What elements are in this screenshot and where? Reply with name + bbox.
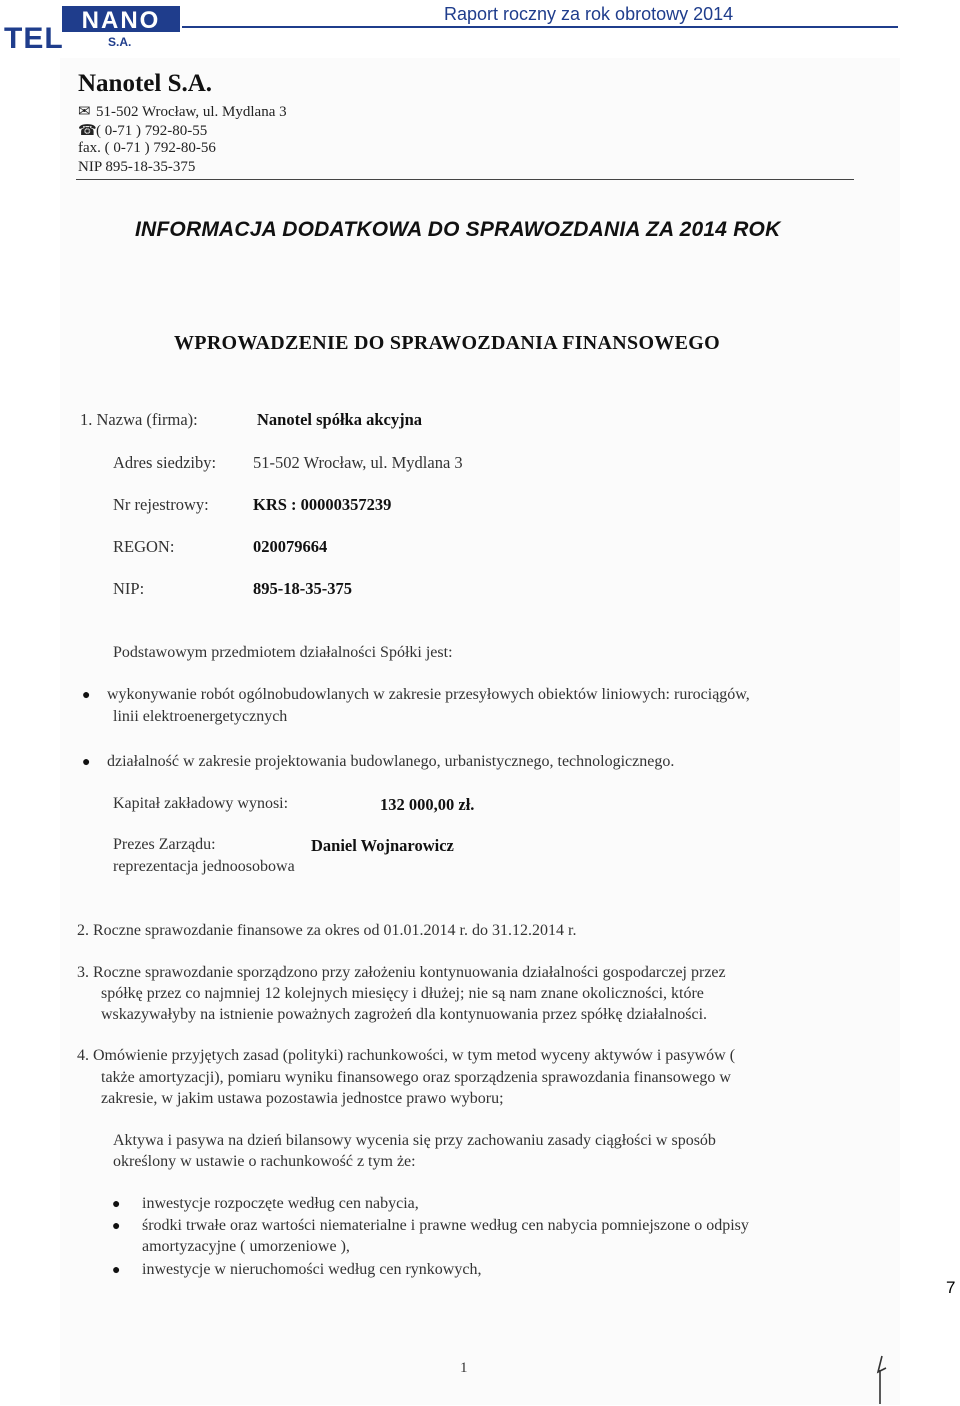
letterhead-company: Nanotel S.A.	[78, 70, 213, 97]
page-number: 7	[946, 1278, 956, 1297]
activity-1-line2: linii elektroenergetycznych	[113, 708, 288, 725]
field-label: Nr rejestrowy:	[113, 495, 209, 514]
capital-value: 132 000,00 zł.	[380, 795, 475, 814]
letterhead-rule	[76, 179, 854, 180]
assets-intro-line: Aktywa i pasywa na dzień bilansowy wycenia się przy zachowaniu zasady ciągłości w sposób	[113, 1132, 716, 1149]
letterhead-nip: NIP 895-18-35-375	[78, 159, 196, 175]
document-subtitle: WPROWADZENIE DO SPRAWOZDANIA FINANSOWEGO	[174, 332, 720, 354]
item-4-line: także amortyzacji), pomiaru wyniku finansowego oraz sporządzenia sprawozdania finansowego w	[101, 1069, 731, 1086]
nanotel-logo	[2, 2, 182, 52]
scanned-page	[60, 58, 900, 1405]
field-value: 895-18-35-375	[253, 579, 352, 598]
assets-intro-line: określony w ustawie o rachunkowość z tym że:	[113, 1153, 416, 1170]
field-label: Adres siedziby:	[113, 453, 217, 472]
bullet-icon: ●	[112, 1219, 121, 1234]
field-label: NIP:	[113, 579, 145, 598]
scan-page-number: 1	[460, 1360, 468, 1376]
phone-icon: ☎	[78, 123, 97, 139]
signature-mark	[868, 1354, 892, 1406]
capital-label: Kapitał zakładowy wynosi:	[113, 795, 289, 812]
bullet-icon: ●	[82, 688, 91, 703]
item-3-line: 3. Roczne sprawozdanie sporządzono przy założeniu kontynuowania działalności gospodarczej przez	[77, 964, 726, 981]
ceo-value: Daniel Wojnarowicz	[311, 836, 454, 855]
field-value: 51-502 Wrocław, ul. Mydlana 3	[253, 453, 463, 472]
valuation-2-line1: środki trwałe oraz wartości niematerialne i prawne według cen nabycia pomniejszone o odpisy	[142, 1217, 749, 1234]
valuation-1: inwestycje rozpoczęte według cen nabycia,	[142, 1195, 419, 1212]
document-title: INFORMACJA DODATKOWA DO SPRAWOZDANIA ZA 2014 ROK	[135, 218, 781, 241]
bullet-icon: ●	[112, 1197, 121, 1212]
item-2: 2. Roczne sprawozdanie finansowe za okres od 01.01.2014 r. do 31.12.2014 r.	[77, 922, 577, 939]
activity-2: działalność w zakresie projektowania budowlanego, urbanistycznego, technologicznego.	[107, 753, 675, 770]
company-name-value: Nanotel spółka akcyjna	[257, 410, 423, 429]
field-value: 020079664	[253, 537, 328, 556]
letterhead-address-line	[78, 102, 287, 121]
item-3-line: spółkę przez co najmniej 12 kolejnych miesięcy i dłużej; nie są nam znane okoliczności, które	[101, 985, 704, 1002]
valuation-3: inwestycje w nieruchomości według cen rynkowych,	[142, 1261, 482, 1278]
letterhead-fax: fax. ( 0-71 ) 792-80-56	[78, 140, 216, 156]
report-title: Raport roczny za rok obrotowy 2014	[444, 4, 734, 24]
letterhead-phone-line	[78, 121, 207, 140]
bullet-icon: ●	[112, 1263, 121, 1278]
item-4-line: zakresie, w jakim ustawa pozostawia jednostce prawo wyboru;	[101, 1090, 504, 1107]
envelope-icon: ✉	[78, 104, 91, 120]
svg-text:S.A.: S.A.	[108, 35, 132, 49]
item-3-line: wskazywałyby na istnienie poważnych zagrożeń dla kontynuowania przez spółkę działalności.	[101, 1006, 708, 1023]
activity-intro: Podstawowym przedmiotem działalności Spółki jest:	[113, 644, 453, 661]
header-rule	[182, 26, 898, 28]
field-label: REGON:	[113, 537, 175, 556]
svg-text:TEL: TEL	[4, 22, 64, 52]
valuation-2-line2: amortyzacyjne ( umorzeniowe ),	[142, 1238, 350, 1255]
svg-text:NANO: NANO	[81, 7, 161, 34]
letterhead-phone: ( 0-71 ) 792-80-55	[96, 123, 208, 139]
letterhead-address: 51-502 Wrocław, ul. Mydlana 3	[96, 104, 287, 120]
activity-1-line1: wykonywanie robót ogólnobudowlanych w zakresie przesyłowych obiektów liniowych: rurociągów,	[107, 686, 750, 703]
representation: reprezentacja jednoosobowa	[113, 858, 295, 875]
company-name-label: 1. Nazwa (firma):	[80, 410, 198, 429]
bullet-icon: ●	[82, 755, 91, 770]
ceo-label: Prezes Zarządu:	[113, 836, 216, 853]
item-4-line: 4. Omówienie przyjętych zasad (polityki) rachunkowości, w tym metod wyceny aktywów i pasywów (	[77, 1047, 736, 1064]
field-value: KRS : 00000357239	[253, 495, 392, 514]
